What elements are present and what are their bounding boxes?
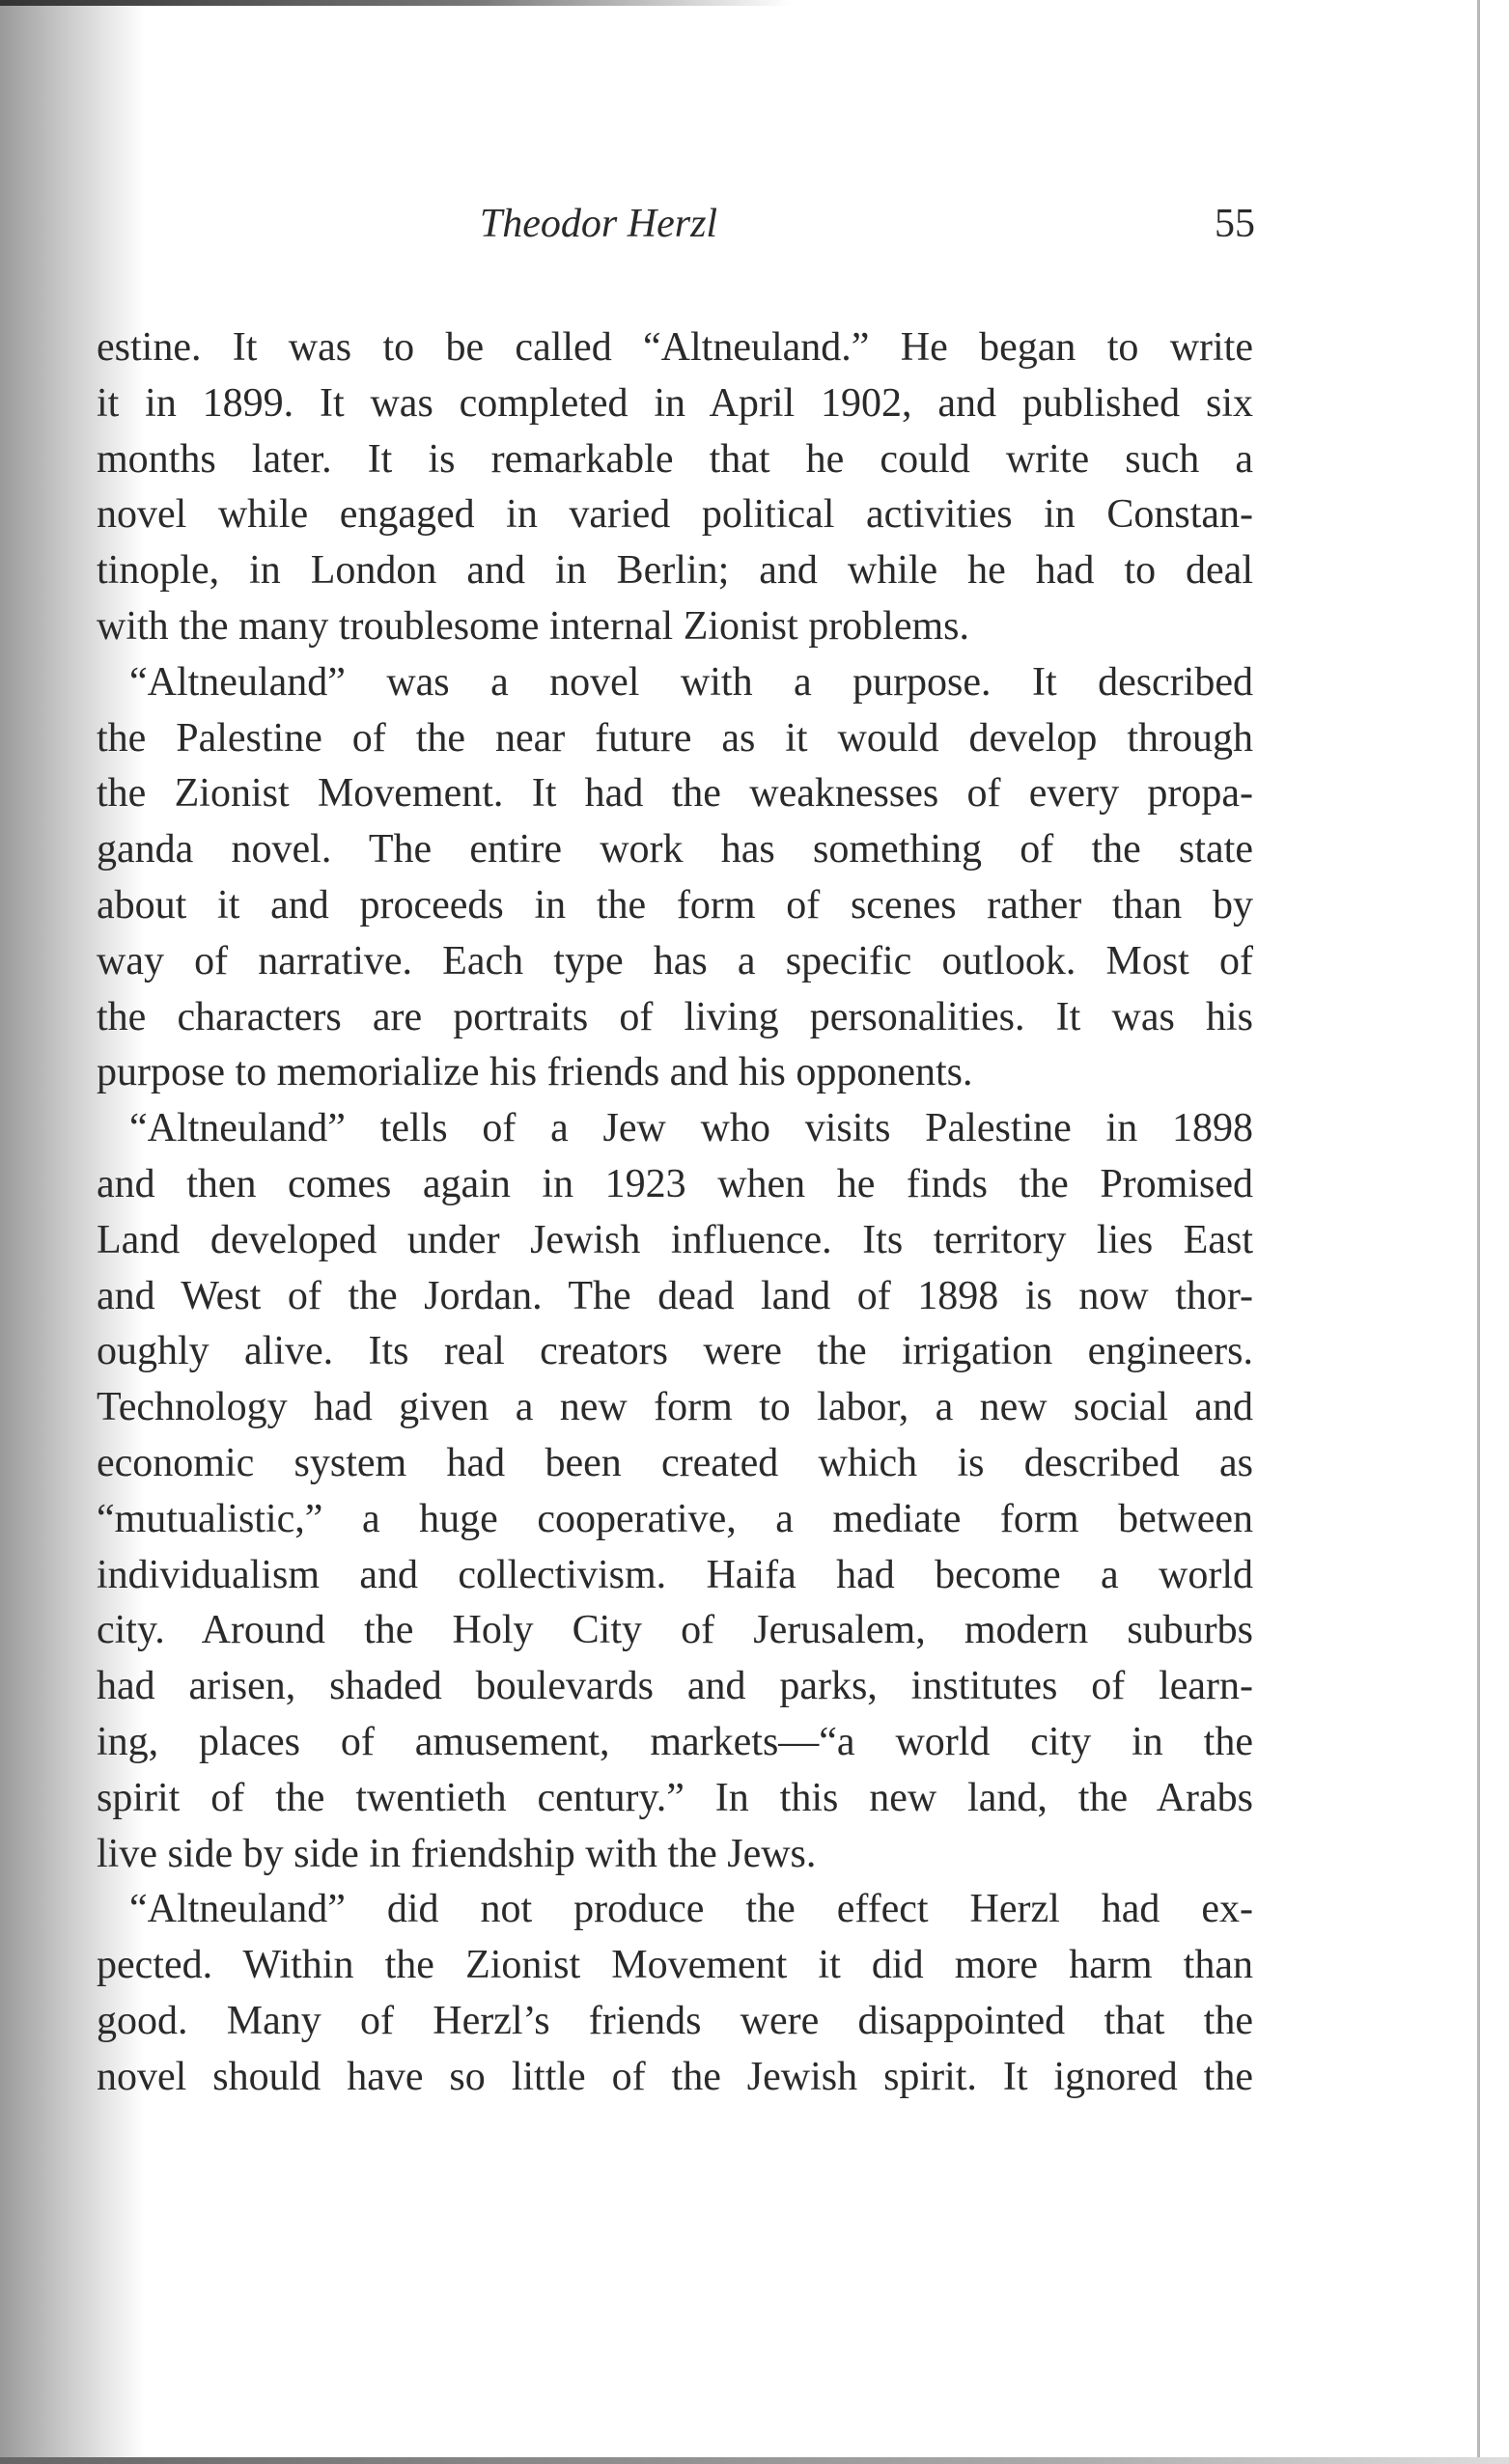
scan-bottom-edge [0,2457,1509,2464]
text-line: city. Around the Holy City of Jerusalem, modern suburbs [97,1608,1253,1653]
text-line: ganda novel. The entire work has something of the state [97,827,1253,872]
text-line: good. Many of Herzl’s friends were disappointed that the [97,1998,1253,2043]
text-line: “Altneuland” did not produce the effect Herzl had ex- [129,1887,1253,1932]
running-header [97,201,1255,259]
text-line: with the many troublesome internal Zionist problems. [97,603,970,649]
text-line: it in 1899. It was completed in April 1902, and published six [97,380,1253,426]
text-line: Land developed under Jewish influence. Its territory lies East [97,1217,1253,1262]
text-line: ing, places of amusement, markets—“a world city in the [97,1719,1253,1764]
text-line: individualism and collectivism. Haifa had become a world [97,1552,1253,1597]
text-line: spirit of the twentieth century.” In this new land, the Arabs [97,1775,1253,1820]
scan-top-edge [0,0,792,6]
text-line: tinople, in London and in Berlin; and while he had to deal [97,548,1253,594]
text-line: pected. Within the Zionist Movement it did more harm than [97,1943,1253,1988]
text-line: way of narrative. Each type has a specific outlook. Most of [97,938,1253,983]
text-line: “Altneuland” tells of a Jew who visits Palestine in 1898 [129,1106,1253,1151]
text-line: months later. It is remarkable that he could write such a [97,436,1253,482]
text-line: Technology had given a new form to labor, a new social and [97,1385,1253,1430]
text-line: the Zionist Movement. It had the weaknesses of every propa- [97,771,1253,817]
text-line: oughly alive. Its real creators were the irrigation engineers. [97,1329,1253,1374]
text-line: live side by side in friendship with the Jews. [97,1831,817,1876]
text-line: “mutualistic,” a huge cooperative, a mediate form between [97,1496,1253,1541]
page-number: 55 [1215,202,1255,246]
body-text [97,320,1253,2106]
text-line: and then comes again in 1923 when he finds the Promised [97,1161,1253,1206]
text-line: estine. It was to be called “Altneuland.” He began to write [97,325,1253,370]
text-line: had arisen, shaded boulevards and parks, institutes of learn- [97,1664,1253,1709]
text-line: and West of the Jordan. The dead land of 1898 is now thor- [97,1273,1253,1318]
text-line: the characters are portraits of living personalities. It was his [97,994,1253,1039]
scan-right-edge [1477,0,1480,2464]
text-line: the Palestine of the near future as it would develop through [97,715,1253,761]
running-title: Theodor Herzl [479,202,718,246]
text-line: economic system had been created which is described as [97,1440,1253,1485]
text-line: about it and proceeds in the form of scenes rather than by [97,882,1253,927]
text-line: novel while engaged in varied political activities in Constan- [97,492,1253,538]
text-line: purpose to memorialize his friends and his opponents. [97,1050,973,1095]
text-line: “Altneuland” was a novel with a purpose. It described [129,659,1253,705]
text-line: novel should have so little of the Jewish spirit. It ignored the [97,2054,1253,2099]
